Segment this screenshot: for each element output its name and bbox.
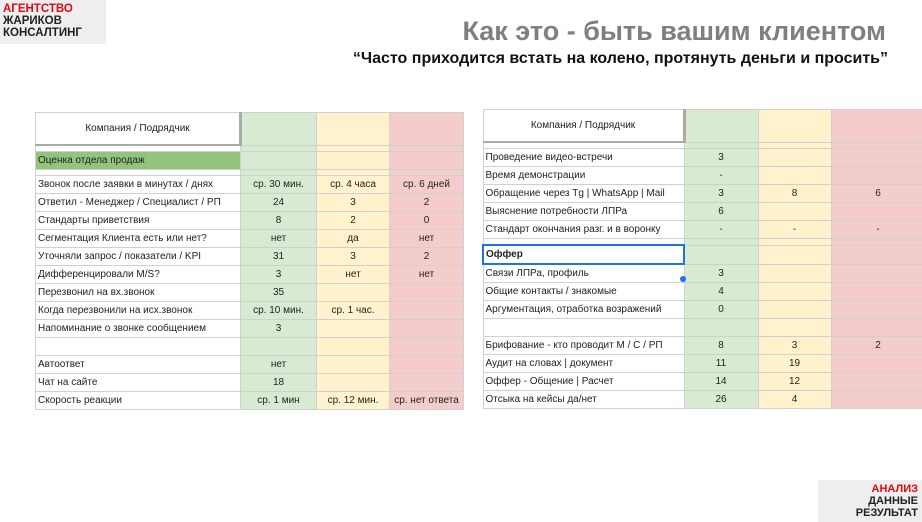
row-label-cell[interactable]: Время демонстрации — [483, 167, 684, 185]
row-label-cell[interactable]: Оффер - Общение | Расчет — [483, 373, 684, 391]
red-value-cell[interactable] — [390, 284, 464, 302]
table-row — [36, 266, 464, 284]
red-value-cell[interactable]: нет — [390, 266, 464, 284]
page-title: Как это - быть вашим клиентом — [462, 16, 886, 46]
red-value-cell[interactable]: ср. 6 дней — [390, 176, 464, 194]
row-label-cell[interactable]: Напоминание о звонке сообщением — [36, 320, 241, 338]
section-title-cell[interactable]: Оффер — [483, 245, 684, 264]
header-cell[interactable]: Компания / Подрядчик — [36, 113, 241, 146]
yellow-value-cell[interactable]: ср. 1 час. — [317, 302, 390, 320]
green-value-cell[interactable]: 14 — [684, 373, 758, 391]
table-row — [36, 248, 464, 266]
red-value-cell[interactable] — [831, 301, 922, 319]
red-value-cell[interactable] — [390, 374, 464, 392]
section-red-cell[interactable] — [831, 245, 922, 264]
agency-logo — [0, 0, 106, 44]
header-red-cell[interactable] — [390, 113, 464, 146]
row-label-cell[interactable]: Когда перезвонили на исх.звонок — [36, 302, 241, 320]
row-label-cell[interactable]: Скорость реакции — [36, 392, 241, 410]
red-value-cell[interactable] — [831, 167, 922, 185]
yellow-value-cell[interactable] — [758, 301, 831, 319]
red-value-cell[interactable] — [390, 302, 464, 320]
table-row — [36, 302, 464, 320]
row-label-cell[interactable]: Связи ЛПРа, профиль — [483, 264, 684, 283]
page-subtitle: “Часто приходится встать на колено, протянуть деньги и просить” — [352, 50, 888, 67]
table-row — [483, 264, 922, 283]
yellow-value-cell[interactable] — [758, 319, 831, 337]
green-value-cell[interactable]: 24 — [241, 194, 317, 212]
red-value-cell[interactable] — [831, 283, 922, 301]
table-row — [36, 194, 464, 212]
yellow-value-cell[interactable]: ср. 4 часа — [317, 176, 390, 194]
green-value-cell[interactable]: ср. 1 мин — [241, 392, 317, 410]
red-value-cell[interactable] — [831, 203, 922, 221]
row-label-cell[interactable]: Брифование - кто проводит М / С / РП — [483, 337, 684, 355]
selection-handle[interactable] — [680, 276, 686, 282]
logo-line-2: ЖАРИКОВ — [3, 15, 62, 27]
green-value-cell[interactable]: 11 — [684, 355, 758, 373]
table-row — [483, 319, 922, 337]
green-value-cell[interactable]: 18 — [241, 374, 317, 392]
table-row — [36, 230, 464, 248]
row-label-cell[interactable]: Обращение через Tg | WhatsApp | Mail — [483, 185, 684, 203]
green-value-cell[interactable]: 8 — [241, 212, 317, 230]
yellow-value-cell[interactable] — [758, 264, 831, 283]
header-row — [483, 110, 922, 143]
table-row — [483, 149, 922, 167]
header-red-cell[interactable] — [831, 110, 922, 143]
yellow-value-cell[interactable] — [758, 167, 831, 185]
right-spreadsheet — [482, 109, 922, 409]
row-label-cell[interactable]: Аудит на словах | документ — [483, 355, 684, 373]
yellow-value-cell[interactable] — [317, 374, 390, 392]
red-value-cell[interactable]: 6 — [831, 185, 922, 203]
table-row — [483, 391, 922, 409]
table-row — [483, 355, 922, 373]
row-label-cell[interactable]: Автоответ — [36, 356, 241, 374]
section-green-cell[interactable] — [241, 152, 317, 170]
yellow-value-cell[interactable] — [317, 356, 390, 374]
green-value-cell[interactable]: нет — [241, 356, 317, 374]
logo-line-1: АГЕНТСТВО — [3, 3, 73, 15]
row-label-cell[interactable]: Сегментация Клиента есть или нет? — [36, 230, 241, 248]
yellow-value-cell[interactable] — [758, 203, 831, 221]
header-yellow-cell[interactable] — [758, 110, 831, 143]
table-row — [36, 212, 464, 230]
green-value-cell[interactable]: 3 — [241, 266, 317, 284]
badge-line-1: АНАЛИЗ — [871, 483, 918, 495]
red-value-cell[interactable]: ср. нет ответа — [390, 392, 464, 410]
footer-badge — [818, 480, 922, 522]
header-green-cell[interactable] — [684, 110, 758, 143]
red-value-cell[interactable] — [831, 373, 922, 391]
yellow-value-cell[interactable]: ср. 12 мин. — [317, 392, 390, 410]
green-value-cell[interactable]: 4 — [684, 283, 758, 301]
red-value-cell[interactable]: - — [831, 221, 922, 239]
green-value-cell[interactable]: - — [684, 167, 758, 185]
table-row — [483, 337, 922, 355]
table-row — [36, 284, 464, 302]
green-value-cell[interactable]: 3 — [684, 185, 758, 203]
header-green-cell[interactable] — [241, 113, 317, 146]
row-label-cell[interactable] — [36, 338, 241, 356]
row-label-cell[interactable]: Проведение видео-встречи — [483, 149, 684, 167]
green-value-cell[interactable]: ср. 10 мин. — [241, 302, 317, 320]
green-value-cell[interactable]: ср. 30 мин. — [241, 176, 317, 194]
section-red-cell[interactable] — [390, 152, 464, 170]
green-value-cell[interactable]: 35 — [241, 284, 317, 302]
row-label-cell[interactable]: Общие контакты / знакомые — [483, 283, 684, 301]
section-green-cell[interactable] — [684, 245, 758, 264]
red-value-cell[interactable] — [390, 356, 464, 374]
yellow-value-cell[interactable] — [317, 338, 390, 356]
table-row — [483, 203, 922, 221]
red-value-cell[interactable]: нет — [390, 230, 464, 248]
green-value-cell[interactable]: 3 — [684, 149, 758, 167]
red-value-cell[interactable]: 2 — [390, 248, 464, 266]
section-row — [36, 152, 464, 170]
green-value-cell[interactable] — [684, 319, 758, 337]
header-yellow-cell[interactable] — [317, 113, 390, 146]
red-value-cell[interactable]: 2 — [831, 337, 922, 355]
red-value-cell[interactable] — [390, 320, 464, 338]
badge-line-2: ДАННЫЕ — [868, 495, 918, 507]
green-value-cell[interactable]: 26 — [684, 391, 758, 409]
green-value-cell[interactable]: 8 — [684, 337, 758, 355]
header-row — [36, 113, 464, 146]
green-value-cell[interactable]: 31 — [241, 248, 317, 266]
yellow-value-cell[interactable]: 3 — [758, 337, 831, 355]
red-value-cell[interactable] — [831, 149, 922, 167]
badge-line-3: РЕЗУЛЬТАТ — [855, 507, 918, 519]
table-row — [483, 221, 922, 239]
table-row — [483, 373, 922, 391]
yellow-value-cell[interactable]: 12 — [758, 373, 831, 391]
green-value-cell[interactable]: - — [684, 221, 758, 239]
section-yellow-cell[interactable] — [317, 152, 390, 170]
yellow-value-cell[interactable]: 3 — [317, 248, 390, 266]
table-row — [483, 185, 922, 203]
table-row — [36, 356, 464, 374]
yellow-value-cell[interactable]: - — [758, 221, 831, 239]
row-label-cell[interactable] — [483, 319, 684, 337]
yellow-value-cell[interactable]: 2 — [317, 212, 390, 230]
green-value-cell[interactable]: 0 — [684, 301, 758, 319]
table-row — [36, 392, 464, 410]
yellow-value-cell[interactable]: 3 — [317, 194, 390, 212]
green-value-cell[interactable]: 6 — [684, 203, 758, 221]
yellow-value-cell[interactable]: нет — [317, 266, 390, 284]
yellow-value-cell[interactable]: 4 — [758, 391, 831, 409]
row-label-cell[interactable]: Дифференцировали M/S? — [36, 266, 241, 284]
row-label-cell[interactable]: Аргументация, отработка возражений — [483, 301, 684, 319]
red-value-cell[interactable] — [390, 338, 464, 356]
table-row — [36, 338, 464, 356]
table-row — [36, 176, 464, 194]
yellow-value-cell[interactable]: 19 — [758, 355, 831, 373]
yellow-value-cell[interactable]: да — [317, 230, 390, 248]
section-yellow-cell[interactable] — [758, 245, 831, 264]
green-value-cell[interactable] — [241, 338, 317, 356]
red-value-cell[interactable] — [831, 319, 922, 337]
table-row — [36, 374, 464, 392]
green-value-cell[interactable]: нет — [241, 230, 317, 248]
row-label-cell[interactable]: Выяснение потребности ЛПРа — [483, 203, 684, 221]
row-label-cell[interactable]: Чат на сайте — [36, 374, 241, 392]
left-spreadsheet — [35, 112, 464, 410]
red-value-cell[interactable]: 2 — [390, 194, 464, 212]
row-label-cell[interactable]: Звонок после заявки в минутах / днях — [36, 176, 241, 194]
green-value-cell[interactable]: 3 — [684, 264, 758, 283]
green-value-cell[interactable]: 3 — [241, 320, 317, 338]
row-label-cell[interactable]: Уточняли запрос / показатели / KPI — [36, 248, 241, 266]
red-value-cell[interactable] — [831, 264, 922, 283]
row-label-cell[interactable]: Отсыка на кейсы да/нет — [483, 391, 684, 409]
row-label-cell[interactable]: Ответил - Менеджер / Специалист / РП — [36, 194, 241, 212]
yellow-value-cell[interactable] — [758, 283, 831, 301]
yellow-value-cell[interactable] — [758, 149, 831, 167]
row-label-cell[interactable]: Стандарты приветствия — [36, 212, 241, 230]
table-row — [483, 301, 922, 319]
section-row — [483, 245, 922, 264]
table-row — [483, 167, 922, 185]
red-value-cell[interactable] — [831, 391, 922, 409]
row-label-cell[interactable]: Перезвонил на вх.звонок — [36, 284, 241, 302]
red-value-cell[interactable] — [831, 355, 922, 373]
red-value-cell[interactable]: 0 — [390, 212, 464, 230]
section-title-cell[interactable]: Оценка отдела продаж — [36, 152, 241, 170]
table-row — [36, 320, 464, 338]
yellow-value-cell[interactable] — [317, 284, 390, 302]
table-row — [483, 283, 922, 301]
yellow-value-cell[interactable]: 8 — [758, 185, 831, 203]
yellow-value-cell[interactable] — [317, 320, 390, 338]
header-cell[interactable]: Компания / Подрядчик — [483, 110, 684, 143]
row-label-cell[interactable]: Стандарт окончания разг. и в воронку — [483, 221, 684, 239]
logo-line-3: КОНСАЛТИНГ — [3, 27, 82, 39]
